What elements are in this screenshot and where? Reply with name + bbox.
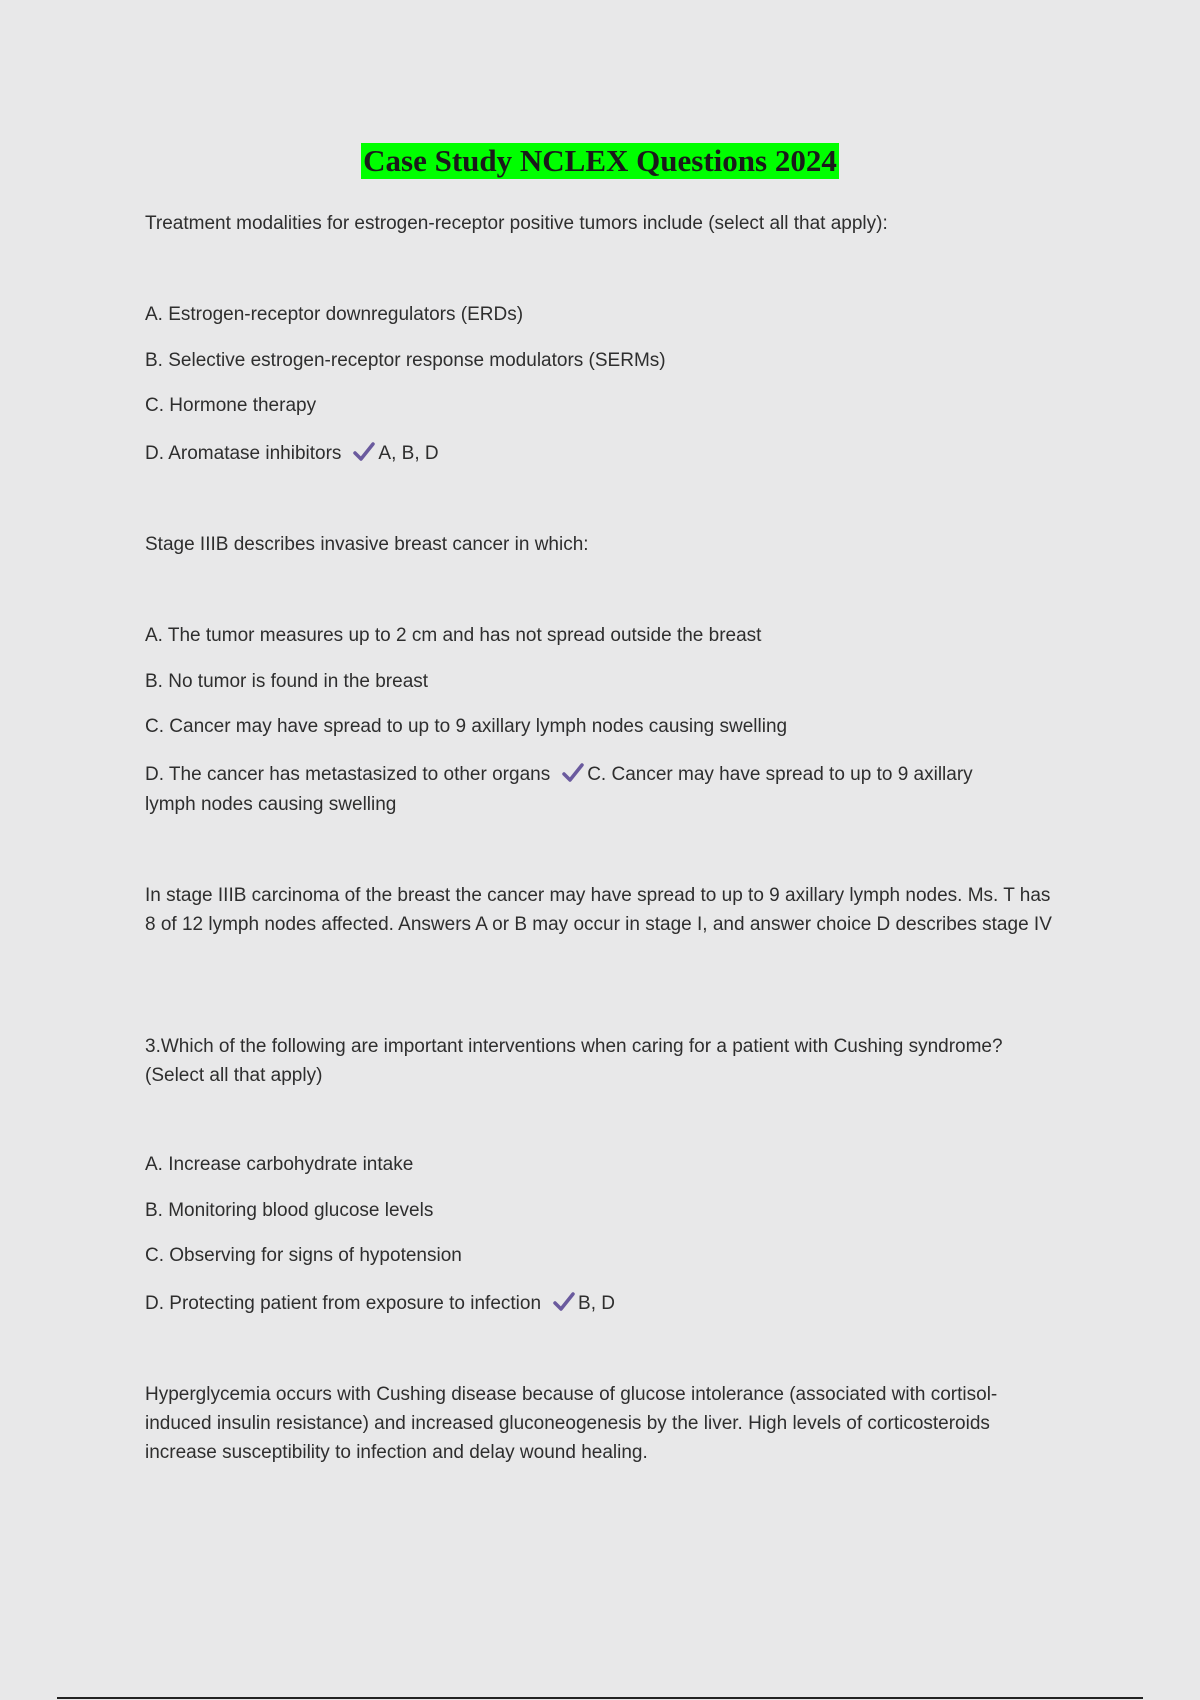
question-2-answer-continued: lymph nodes causing swelling — [145, 794, 397, 815]
question-3-option-b: B. Monitoring blood glucose levels — [145, 1200, 434, 1221]
checkmark-icon — [562, 763, 584, 783]
question-3-rationale: Hyperglycemia occurs with Cushing disease because of glucose intolerance (associated with cortisol-induced insulin resistance) and increased gluconeogenesis by the liver. High levels of corticosteroids increase susceptibility to infection and delay wound healing. — [145, 1384, 998, 1463]
question-3-answer: B, D — [578, 1293, 615, 1314]
question-1-option-a: A. Estrogen-receptor downregulators (ERDs) — [145, 304, 524, 325]
question-1-option-b: B. Selective estrogen-receptor response modulators (SERMs) — [145, 350, 666, 371]
question-2-option-a: A. The tumor measures up to 2 cm and has not spread outside the breast — [145, 625, 762, 646]
question-3-option-d-row — [145, 1289, 1065, 1318]
question-3-option-d: D. Protecting patient from exposure to infection — [145, 1293, 542, 1314]
question-1-answer: A, B, D — [378, 443, 439, 464]
page-title: Case Study NCLEX Questions 2024 — [363, 143, 837, 178]
question-1-option-c: C. Hormone therapy — [145, 395, 317, 416]
question-2-option-c: C. Cancer may have spread to up to 9 axillary lymph nodes causing swelling — [145, 716, 788, 737]
question-2-option-d-row — [145, 760, 1065, 789]
question-3-stem: 3.Which of the following are important interventions when caring for a patient with Cushing syndrome? (Select all that apply) — [145, 1036, 1003, 1086]
question-2-stem: Stage IIIB describes invasive breast cancer in which: — [145, 534, 589, 555]
question-2-rationale: In stage IIIB carcinoma of the breast the cancer may have spread to up to 9 axillary lymph nodes. Ms. T has 8 of 12 lymph nodes affected. Answers A or B may occur in stage I, and answer choice D describes stage IV — [145, 885, 1052, 935]
checkmark-icon — [353, 442, 375, 462]
question-1-option-d: D. Aromatase inhibitors — [145, 443, 342, 464]
question-2-option-b: B. No tumor is found in the breast — [145, 671, 429, 692]
question-2-option-d: D. The cancer has metastasized to other organs — [145, 764, 551, 785]
question-3-option-c: C. Observing for signs of hypotension — [145, 1245, 462, 1266]
question-1-stem: Treatment modalities for estrogen-receptor positive tumors include (select all that apply): — [145, 213, 888, 234]
question-3-option-a: A. Increase carbohydrate intake — [145, 1154, 414, 1175]
page-bottom-divider — [57, 1697, 1143, 1699]
title-wrap — [0, 143, 1200, 179]
question-2-answer: C. Cancer may have spread to up to 9 axillary — [587, 764, 973, 785]
question-1-option-d-row — [145, 439, 1065, 468]
checkmark-icon — [553, 1292, 575, 1312]
